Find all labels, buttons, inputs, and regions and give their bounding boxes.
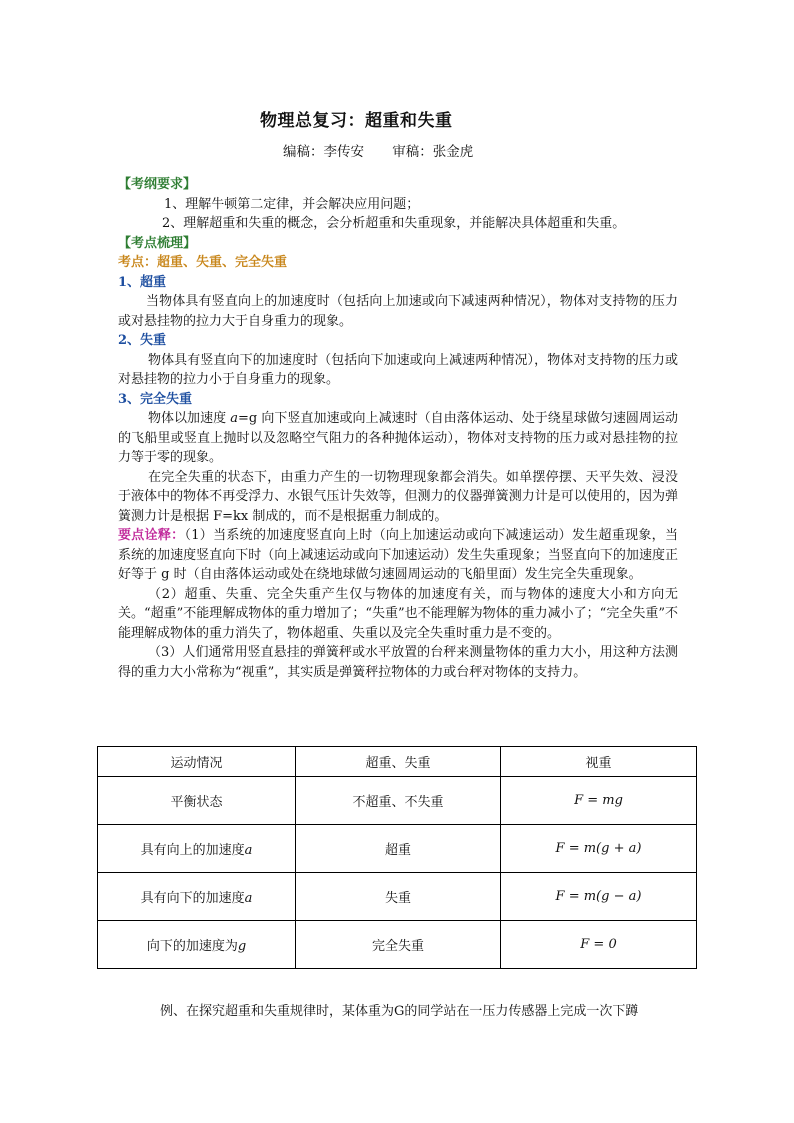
- cell-state: 完全失重: [296, 921, 501, 969]
- complete-weightloss-text-2: 在完全失重的状态下，由重力产生的一切物理现象都会消失。如单摆停摆、天平失效、浸没于液体中的物体不再受浮力、水银气压计失效等，但测力的仪器弹簧测力计是可以使用的，因为弹簧测力计是根据 F=kx 制成的，而不是根据重力制成的。: [118, 469, 678, 524]
- explanation-label: 要点诠释：: [118, 528, 185, 543]
- table-row: [98, 777, 697, 825]
- author-line: [283, 140, 473, 160]
- cell-motion: 向下的加速度为g: [98, 921, 296, 969]
- review-heading: 【考点梳理】: [118, 235, 197, 251]
- cell-formula: F = m(g + a): [501, 825, 697, 873]
- overweight-heading: 1、超重: [118, 274, 167, 290]
- overweight-text: 当物体具有竖直向上的加速度时（包括向上加速或向下减速两种情况），物体对支持物的压力或对悬挂物的拉力大于自身重力的现象。: [118, 294, 678, 329]
- header-apparent-weight: 视重: [501, 747, 697, 777]
- cell-formula: F = 0: [501, 921, 697, 969]
- summary-table: [97, 746, 697, 969]
- weightloss-heading: 2、失重: [118, 333, 167, 348]
- cell-state: 超重: [296, 825, 501, 873]
- weightloss-text: 物体具有竖直向下的加速度时（包括向下加速或向上减速两种情况），物体对支持物的压力或对悬挂物的拉力小于自身重力的现象。: [118, 352, 678, 387]
- syllabus-item-1: 1、理解牛顿第二定律，并会解决应用问题；: [164, 196, 420, 212]
- table-row: [98, 921, 697, 969]
- explanation-para-1: 要点诠释：（1）当系统的加速度竖直向上时（向上加速运动或向下减速运动）发生超重现象，当系统的加速度竖直向下时（向上减速运动或向下加速运动）发生失重现象；当竖直向下的加速度正好等于 g 时（自由落体运动或处在绕地球做匀速圆周运动的飞船里面）发生完全失重现象。: [118, 528, 678, 582]
- explanation-para-3: （3）人们通常用竖直悬挂的弹簧秤或水平放置的台秤来测量物体的重力大小，用这种方法测得的重力大小常称为“视重”，其实质是弹簧秤拉物体的力或台秤对物体的支持力。: [118, 645, 678, 680]
- cell-state: 不超重、不失重: [296, 777, 501, 825]
- complete-weightloss-heading: 3、完全失重: [118, 391, 193, 407]
- table-row: [98, 825, 697, 873]
- syllabus-heading: 【考纲要求】: [118, 177, 197, 192]
- editor-credit: 编稿：李传安: [283, 144, 364, 160]
- table-header-row: [98, 747, 697, 777]
- page-title: 物理总复习：超重和失重: [260, 111, 453, 131]
- cell-motion: 具有向下的加速度a: [98, 873, 296, 921]
- syllabus-item-2: 2、理解超重和失重的概念，会分析超重和失重现象，并能解决具体超重和失重。: [162, 216, 626, 231]
- cell-formula: F = mg: [501, 777, 697, 825]
- acceleration-variable: a: [230, 411, 239, 426]
- cell-motion: 平衡状态: [98, 777, 296, 825]
- explanation-para-2: （2）超重、失重、完全失重产生仅与物体的加速度有关，而与物体的速度大小和方向无关。“超重”不能理解成物体的重力增加了；“失重”也不能理解为物体的重力减小了；“完全失重”不能理解成物体的重力消失了，物体超重、失重以及完全失重时重力是不变的。: [118, 586, 678, 641]
- reviewer-credit: 审稿：张金虎: [392, 144, 474, 160]
- main-content: [118, 175, 678, 682]
- cell-motion: 具有向上的加速度a: [98, 825, 296, 873]
- cell-state: 失重: [296, 873, 501, 921]
- complete-weightloss-text: 物体以加速度 a=g 向下竖直加速或向上减速时（自由落体运动、处于绕星球做匀速圆周运动的飞船里或竖直上抛时以及忽略空气阻力的各种抛体运动），物体对支持物的压力或对悬挂物的拉力等于零的现象。: [118, 411, 678, 465]
- header-motion: 运动情况: [98, 747, 296, 777]
- cell-formula: F = m(g − a): [501, 873, 697, 921]
- example-text: 例、在探究超重和失重规律时，某体重为G的同学站在一压力传感器上完成一次下蹲: [160, 1004, 639, 1019]
- topic-heading: 考点：超重、失重、完全失重: [118, 255, 288, 270]
- table-row: [98, 873, 697, 921]
- header-state: 超重、失重: [296, 747, 501, 777]
